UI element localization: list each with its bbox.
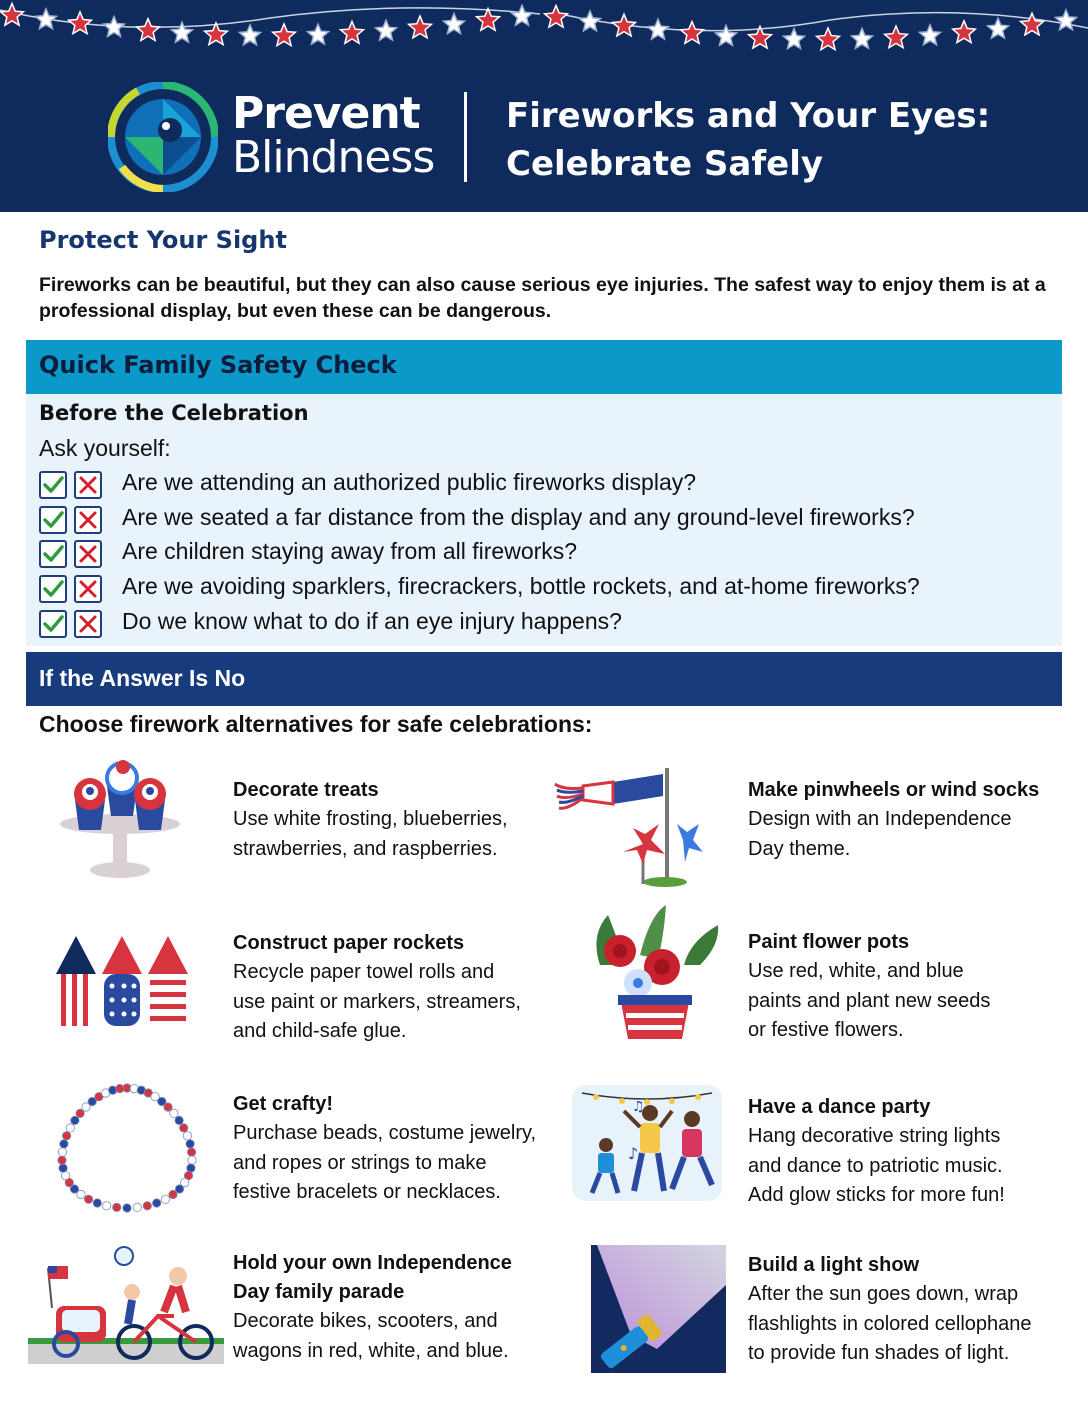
safety-question-text: Are we attending an authorized public fireworks display? (122, 469, 697, 495)
activity-description: Decorate bikes, scooters, and (233, 1310, 498, 1332)
bead (170, 1109, 178, 1117)
bunting-star (69, 12, 92, 34)
activity-description: Add glow sticks for more fun! (748, 1184, 1005, 1206)
cross-icon (77, 509, 99, 531)
cross-icon (77, 578, 99, 600)
flower-pot-illustration (580, 905, 726, 1043)
brand-name (232, 88, 435, 183)
bunting-star (240, 25, 261, 45)
bunting-star (885, 26, 908, 48)
check-box[interactable] (39, 540, 67, 568)
activity-description: Recycle paper towel rolls and (233, 961, 495, 983)
bunting-star (1021, 13, 1044, 35)
bunting-star (444, 14, 465, 34)
bunting-star (205, 23, 228, 45)
bead (153, 1199, 161, 1207)
activity-description: paints and plant new seeds (748, 989, 991, 1012)
bead (143, 1202, 151, 1210)
bunting-star (580, 11, 601, 31)
paper-rockets-illustration (48, 934, 198, 1030)
bunting-star (104, 17, 125, 37)
activity-description: flashlights in colored cellophane (748, 1312, 1032, 1335)
ask-yourself-label: Ask yourself: (39, 435, 171, 461)
activity-title: Build a light show (748, 1254, 920, 1276)
cross-box[interactable] (74, 540, 102, 568)
check-icon (42, 578, 64, 600)
activity-item (748, 776, 1078, 864)
alternatives-heading: Choose firework alternatives for safe celebrations: (39, 711, 593, 737)
bead (169, 1190, 177, 1198)
activity-description: to provide fun shades of light. (748, 1342, 1010, 1364)
bead (58, 1156, 66, 1164)
bunting-star (477, 9, 500, 31)
check-icon (42, 509, 64, 531)
safety-question-row (39, 538, 1049, 570)
bead (66, 1124, 74, 1132)
bead (84, 1195, 92, 1203)
bead (113, 1203, 121, 1211)
activity-title: Make pinwheels or wind socks (748, 779, 1040, 801)
activity-description: Design with an Independence (748, 808, 1012, 830)
bunting-star (36, 9, 57, 29)
bunting-star (545, 6, 568, 28)
bead (188, 1156, 196, 1164)
activity-title: Day family parade (233, 1281, 405, 1303)
activity-description: Day theme. (748, 837, 851, 860)
header-divider (464, 92, 467, 182)
check-icon (42, 474, 64, 496)
header-banner (0, 0, 1088, 212)
bunting-star (953, 21, 976, 43)
page-title-line-1: Fireworks and Your Eyes: (506, 96, 991, 136)
page-title-line-2: Celebrate Safely (506, 144, 824, 184)
activity-description: use paint or markers, streamers, (233, 990, 521, 1013)
bunting-star (716, 25, 737, 45)
bunting-star (613, 14, 636, 36)
bead (183, 1132, 191, 1140)
activity-description: and child-safe glue. (233, 1020, 407, 1042)
safety-question-row (39, 504, 1049, 536)
activity-title: Paint flower pots (748, 931, 910, 953)
cupcakes-illustration (55, 756, 185, 884)
activity-description: or festive flowers. (748, 1019, 904, 1041)
bunting-star (1056, 10, 1077, 30)
safety-question-row (39, 469, 1049, 501)
bead (62, 1132, 70, 1140)
bead (123, 1204, 131, 1212)
bunting-star (817, 28, 840, 50)
bunting-star (852, 28, 873, 48)
bead (116, 1084, 124, 1092)
bead (175, 1116, 183, 1124)
protect-heading: Protect Your Sight (39, 226, 287, 254)
activity-description: wagons in red, white, and blue. (233, 1339, 509, 1362)
activity-description: Purchase beads, costume jewelry, (233, 1122, 537, 1144)
before-celebration-heading: Before the Celebration (39, 401, 309, 425)
bunting-star (512, 5, 533, 25)
bunting-star (409, 16, 432, 38)
cross-box[interactable] (74, 506, 102, 534)
activity-description: festive bracelets or necklaces. (233, 1181, 501, 1203)
bead (58, 1148, 66, 1156)
bunting-star (784, 29, 805, 49)
check-box[interactable] (39, 575, 67, 603)
activity-title: Construct paper rockets (233, 932, 465, 954)
cross-icon (77, 613, 99, 635)
bunting-star (648, 19, 669, 39)
bunting-star (920, 25, 941, 45)
check-box[interactable] (39, 506, 67, 534)
activity-item (748, 928, 1078, 1046)
bunting-star (273, 24, 296, 46)
bead (187, 1148, 195, 1156)
bead (71, 1116, 79, 1124)
bead (60, 1140, 68, 1148)
cross-icon (77, 474, 99, 496)
cross-icon (77, 543, 99, 565)
activity-title: Have a dance party (748, 1096, 931, 1118)
bead-necklace-illustration (52, 1076, 202, 1216)
activity-description: Use white frosting, blueberries, (233, 808, 508, 830)
activity-item (233, 929, 563, 1047)
activity-description: Use red, white, and blue (748, 960, 964, 982)
family-parade-illustration (28, 1246, 224, 1364)
bunting-star (172, 22, 193, 42)
bead (180, 1124, 188, 1132)
activity-title: Decorate treats (233, 779, 379, 801)
bunting-star (681, 22, 704, 44)
cross-box[interactable] (74, 575, 102, 603)
safety-question-row (39, 608, 1049, 640)
bead (133, 1203, 141, 1211)
activity-item (233, 776, 563, 864)
activity-title: Hold your own Independence (233, 1252, 512, 1274)
check-icon (42, 613, 64, 635)
bunting-star (137, 19, 160, 41)
cross-box[interactable] (74, 471, 102, 499)
activity-description: After the sun goes down, wrap (748, 1283, 1019, 1305)
answer-no-heading: If the Answer Is No (39, 665, 246, 691)
bunting-star (308, 24, 329, 44)
bunting-star (988, 18, 1009, 38)
safety-question-text: Are we seated a far distance from the display and any ground-level fireworks? (122, 504, 915, 530)
answer-no-bar (26, 652, 1062, 706)
activity-description: and ropes or strings to make (233, 1151, 487, 1174)
safety-question-text: Are we avoiding sparklers, firecrackers, bottle rockets, and at-home fireworks? (122, 573, 920, 599)
svg-text:♫: ♫ (632, 1099, 645, 1115)
page-title (506, 92, 990, 188)
check-box[interactable] (39, 610, 67, 638)
safety-check-heading: Quick Family Safety Check (39, 351, 397, 379)
bead (93, 1199, 101, 1207)
brand-line-2: Blindness (232, 132, 435, 183)
bunting-star (341, 22, 364, 44)
safety-question-row (39, 573, 1049, 605)
bead (59, 1164, 67, 1172)
svg-text:♪: ♪ (628, 1144, 639, 1163)
bead (161, 1195, 169, 1203)
dance-party-illustration (572, 1085, 722, 1201)
activity-item (748, 1251, 1078, 1369)
cross-box[interactable] (74, 610, 102, 638)
bunting-star (1, 4, 24, 26)
activity-description: and dance to patriotic music. (748, 1154, 1003, 1177)
activity-item (233, 1249, 563, 1366)
bead (103, 1202, 111, 1210)
prevent-blindness-logo (108, 82, 218, 192)
bunting-star (376, 20, 397, 40)
check-icon (42, 543, 64, 565)
pinwheel-windsock-illustration (553, 760, 703, 890)
safety-question-text: Do we know what to do if an eye injury happens? (122, 608, 622, 634)
brand-line-1: Prevent (232, 88, 420, 139)
safety-question-text: Are children staying away from all fireworks? (122, 538, 578, 564)
activity-item (748, 1093, 1078, 1211)
flashlight-illustration (591, 1245, 726, 1373)
activity-item (233, 1090, 563, 1208)
star-bunting-decoration (0, 0, 1088, 60)
activity-description: Hang decorative string lights (748, 1125, 1001, 1147)
check-box[interactable] (39, 471, 67, 499)
activity-title: Get crafty! (233, 1093, 334, 1115)
bead (186, 1140, 194, 1148)
safety-check-bar (26, 340, 1062, 394)
activity-description: strawberries, and raspberries. (233, 837, 498, 860)
intro-paragraph: Fireworks can be beautiful, but they can also cause serious eye injuries. The safest way to enjoy them is at a professional display, but even these can be dangerous. (39, 274, 1046, 322)
